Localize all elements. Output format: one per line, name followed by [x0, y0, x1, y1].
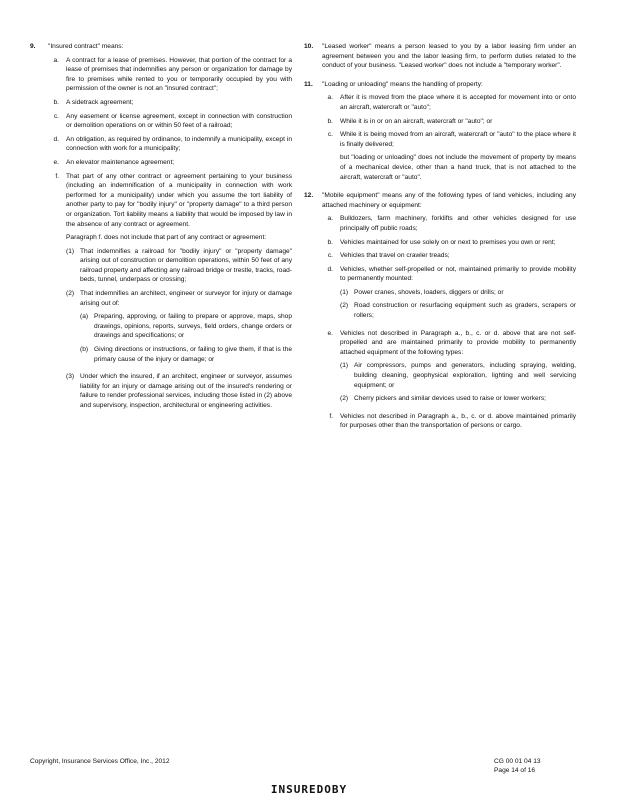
paragraph-text: but "loading or unloading" does not include the movement of property by means of a mechanical device, other than a hand truck, that is not attached to the aircraft, watercraft or "auto". [340, 154, 576, 181]
paragraph-text: Paragraph f. does not include that part of any contract or agreement: [66, 234, 267, 242]
sub-item-label: (2) [340, 302, 349, 310]
sub-item [340, 394, 576, 404]
sub-item-text: Air compressors, pumps and generators, including spraying, welding, building cleaning, geophysical exploration, lighting and well servicing equipment; or [354, 362, 576, 389]
item-text: Vehicles not described in Paragraph a., b., c. or d. above that are not self-propelled and are maintained primarily to provide mobility to permanently attached equipment of the following types: [340, 329, 576, 356]
list-item [322, 412, 576, 431]
list-item [48, 56, 292, 94]
sub-sub-item [80, 312, 292, 341]
sub-item-label: (1) [340, 362, 349, 370]
item-label: a. [53, 56, 59, 64]
sub-item-text: That indemnifies a railroad for "bodily injury" or "property damage" arising out of construction or demolition operations, within 50 feet of any railroad property and affecting any railroad bridge or trestle, tracks, road-beds, tunnel, underpass or crossing; [80, 247, 292, 284]
list-item [322, 130, 576, 149]
definition-leased-worker [304, 42, 576, 75]
list-item [322, 153, 576, 182]
sub-item-text: Road construction or resurfacing equipment such as graders, scrapers or rollers; [354, 302, 576, 320]
sub-item [66, 289, 292, 368]
sub-item [340, 301, 576, 320]
list-item [48, 112, 292, 131]
copyright-notice: Copyright, Insurance Services Office, Inc., 2012 [30, 758, 170, 765]
list-item [322, 329, 576, 408]
list-item [322, 265, 576, 325]
sub-item-label: (3) [66, 373, 75, 381]
item-label: e. [53, 158, 59, 166]
definition-heading: "Mobile equipment" means any of the following types of land vehicles, including any attached machinery or equipment: [322, 192, 576, 209]
sub-sub-item-label: (a) [80, 313, 89, 321]
sub-item [66, 372, 292, 410]
watermark: INSUREDOBY [270, 783, 348, 796]
sub-sub-item-text: Giving directions or instructions, or failing to give them, if that is the primary cause of the injury or damage; or [94, 346, 292, 363]
list-item [48, 172, 292, 415]
item-text: Vehicles not described in Paragraph a., b., c. or d. above maintained primarily for purposes other than the transportation of persons or cargo. [340, 412, 576, 430]
sub-item-text: Power cranes, shovels, loaders, diggers or drills; or [354, 288, 504, 296]
definition-number: 12. [304, 192, 314, 200]
item-label: c. [53, 112, 59, 120]
sub-item-label: (2) [340, 395, 349, 403]
definition-number: 10. [304, 43, 314, 50]
item-label: f. [329, 412, 333, 420]
definition-number: 11. [304, 80, 313, 88]
list-item [48, 158, 292, 168]
sub-item-text: Cherry pickers and similar devices used to raise or lower workers; [354, 395, 547, 403]
form-info [494, 757, 584, 775]
item-text: An obligation, as required by ordinance, to indemnify a municipality, except in connection with work for a municipality; [66, 135, 292, 153]
sub-item-text: Under which the insured, if an architect, engineer or surveyor, assumes liability for an injury or damage arising out of the insured's rendering or failure to render professional services, including those listed in (2) above and supervisory, inspection, architectural or engineering activities. [80, 373, 292, 409]
definition-heading: "Loading or unloading" means the handling of property: [322, 80, 483, 88]
list-item [48, 98, 292, 108]
item-text: A sidetrack agreement; [66, 98, 134, 106]
list-item [322, 251, 576, 261]
definition-heading: "Insured contract" means: [48, 43, 124, 50]
item-label: b. [53, 98, 59, 106]
item-label: d. [327, 265, 333, 273]
sub-sub-item-label: (b) [80, 346, 89, 354]
definition-insured-contract [30, 42, 292, 419]
definition-number: 9. [30, 43, 36, 50]
sub-sub-item-text: Preparing, approving, or failing to prepare or approve, maps, shop drawings, opinions, reports, surveys, field orders, change orders or drawings and specifications; or [94, 313, 292, 340]
sub-item [340, 361, 576, 390]
list-item [322, 214, 576, 233]
item-label: e. [327, 329, 333, 337]
definition-loading-unloading [304, 80, 576, 186]
item-text: An elevator maintenance agreement; [66, 158, 175, 166]
definition-text: "Leased worker" means a person leased to you by a labor leasing firm under an agreement between you and the labor leasing firm, to perform duties related to the conduct of your business. "Leased worker" does not include a "temporary worker". [322, 43, 576, 70]
right-column [304, 42, 576, 440]
item-text: Vehicles maintained for use solely on or next to premises you own or rent; [340, 238, 556, 246]
sub-item-label: (1) [340, 288, 349, 296]
list-item [322, 93, 576, 112]
item-text: Bulldozers, farm machinery, forklifts and other vehicles designed for use principally off public roads; [340, 215, 576, 232]
item-label: b. [327, 238, 333, 246]
list-item [322, 117, 576, 127]
item-text: Vehicles, whether self-propelled or not, maintained primarily to provide mobility to permanently mounted: [340, 265, 576, 283]
left-column [30, 42, 292, 424]
item-text: Any easement or license agreement, except in connection with construction or demolition operations on or within 50 feet of a railroad; [66, 112, 292, 130]
item-label: d. [53, 135, 59, 143]
page-number: Page 14 of 16 [494, 767, 536, 774]
sub-item-label: (2) [66, 290, 75, 298]
sub-item [340, 288, 576, 298]
item-label: c. [327, 252, 333, 260]
item-text: A contract for a lease of premises. However, that portion of the contract for a lease of premises that indemnifies any person or organization for damage by fire to premises while rented to you or temporarily occupied by you with permission of the owner is not an "insured contract"; [66, 56, 292, 93]
sub-sub-item [80, 345, 292, 364]
item-label: a. [327, 215, 333, 223]
item-text: That part of any other contract or agreement pertaining to your business (including an indemnification of a municipality in connection with work performed for a municipality) under which you assume the tort liability of another party to pay for "bodily injury" or "property damage" to a third person or organization. Tort liability means a liability that would be imposed by law in the absence of any contract or agreement. [66, 172, 292, 228]
list-item [48, 135, 292, 154]
item-text: Vehicles that travel on crawler treads; [340, 252, 450, 260]
list-item [322, 238, 576, 248]
item-text: After it is moved from the place where it is accepted for movement into or onto an aircraft, watercraft or "auto"; [340, 94, 576, 111]
item-label: f. [55, 172, 59, 180]
sub-item-label: (1) [66, 247, 75, 255]
item-label: c. [327, 131, 333, 139]
sub-item-text: That indemnifies an architect, engineer or surveyor for injury or damage arising out of: [80, 290, 292, 307]
item-label: b. [327, 117, 333, 125]
form-number: CG 00 01 04 13 [494, 758, 541, 765]
definition-mobile-equipment [304, 191, 576, 435]
item-label: a. [327, 94, 333, 102]
item-text: While it is in or on an aircraft, watercraft or "auto"; or [340, 117, 493, 125]
sub-item [66, 247, 292, 285]
item-text: While it is being moved from an aircraft, watercraft or "auto" to the place where it is finally delivered; [340, 131, 576, 148]
